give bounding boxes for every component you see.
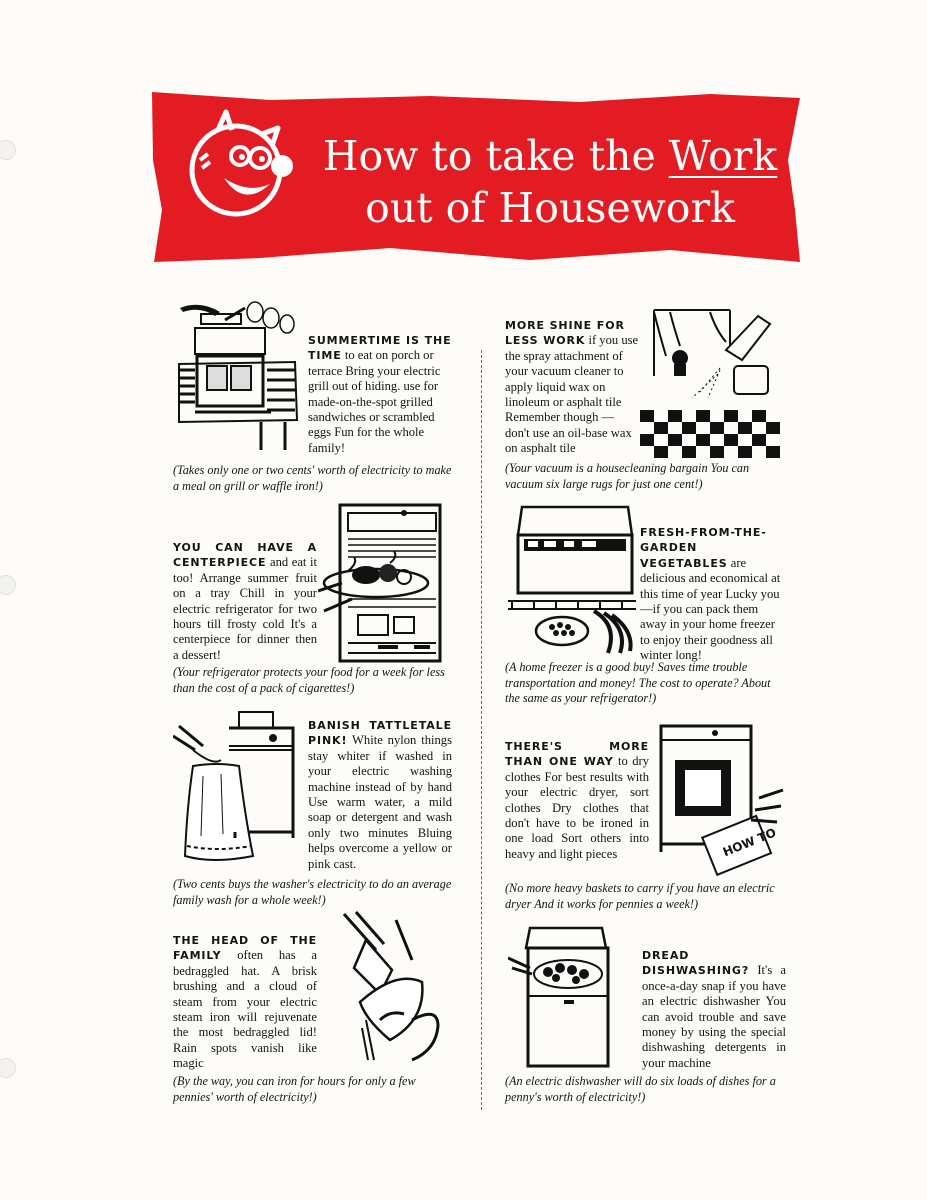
book-label: HOW TO <box>720 825 779 860</box>
dishes-heading: DREAD DISHWASHING? <box>642 949 750 978</box>
banner-title <box>320 130 780 234</box>
home-freezer-vegetables-illustration <box>508 505 638 657</box>
electric-dryer-illustration <box>655 722 785 877</box>
garden-text <box>640 525 785 664</box>
tattletale-body: White nylon things stay whiter if washed in your electric washing machine instead of by hand Use warm water, a mild soap or detergent and wash only two minutes Bluing helps overcome a yellow or pink cast. <box>308 733 452 871</box>
dishes-text <box>642 948 786 1071</box>
shine-text <box>505 318 639 457</box>
dishes-note: (An electric dishwasher will do six loads of dishes for a penny's worth of electricity!) <box>505 1074 776 1104</box>
centerpiece-text <box>173 540 317 663</box>
family-heading: THE HEAD OF THE FAMILY <box>173 934 317 963</box>
summer-body: to eat on porch or terrace Bring your electric grill out of hiding. use for made-on-the-spot grilled sandwiches or scrambled eggs Fun for the whole family! <box>308 348 441 455</box>
family-note: (By the way, you can iron for hours for only a few pennies' worth of electricity!) <box>173 1074 416 1104</box>
reddy-kilowatt-mascot-icon <box>178 108 298 228</box>
column-divider <box>481 350 482 1110</box>
electric-grill-illustration <box>175 300 305 452</box>
shine-heading: MORE SHINE FOR LESS WORK <box>505 319 625 348</box>
dryer-heading: THERE'S MORE THAN ONE WAY <box>505 740 649 769</box>
shine-note: (Your vacuum is a housecleaning bargain You can vacuum six large rugs for just one cent!) <box>505 461 750 491</box>
spray-wax-floor-illustration <box>640 306 785 458</box>
centerpiece-heading: YOU CAN HAVE A CENTERPIECE <box>173 541 317 570</box>
garden-heading: FRESH-FROM-THE-GARDEN VEGETABLES <box>640 526 767 570</box>
banner-title-line1: How to take the <box>322 132 669 180</box>
garden-body: are delicious and economical at this time of year Lucky you—if you can pack them away in your home freezer to enjoy their goodness all winter long! <box>640 555 781 663</box>
family-text <box>173 933 317 1072</box>
centerpiece-body: and eat it too! Arrange summer fruit on a tray Chill in your electric refrigerator for two hours till frosty cold It's a centerpiece for dinner then a dessert! <box>173 555 317 662</box>
centerpiece-note: (Your refrigerator protects your food for a week for less than the cost of a pack of cigarettes!) <box>173 665 445 695</box>
binder-hole <box>0 575 16 595</box>
garden-note: (A home freezer is a good buy! Saves time trouble transportation and money! The cost to operate? About the same as your refrigerator!) <box>505 660 771 705</box>
tattletale-note: (Two cents buys the washer's electricity to do an average family wash for a whole week!) <box>173 877 452 907</box>
dishes-body: It's a once-a-day snap if you have an electric dishwasher You can avoid trouble and save money by using the special dishwashing detergents in your machine <box>642 963 786 1070</box>
summer-note: (Takes only one or two cents' worth of electricity to make a meal on grill or waffle iron!) <box>173 463 452 493</box>
title-banner <box>150 90 802 265</box>
binder-hole <box>0 140 16 160</box>
binder-hole <box>0 1058 16 1078</box>
banner-title-line2: out of Housework <box>365 184 735 232</box>
summer-text <box>308 333 452 456</box>
tattletale-heading: BANISH TATTLETALE PINK! <box>308 719 452 748</box>
electric-dishwasher-illustration <box>508 922 638 1072</box>
shine-body: if you use the spray attachment of your vacuum cleaner to apply liquid wax on linoleum or asphalt tile Remember though — don't use an oil-base wax on asphalt tile <box>505 333 639 456</box>
dryer-note: (No more heavy baskets to carry if you have an electric dryer And it works for pennies a week!) <box>505 881 775 911</box>
family-body: often has a bedraggled hat. A brisk brushing and a cloud of steam from your electric steam iron will rejuvenate the most bedraggled lid! Rain spots vanish like magic <box>173 948 317 1071</box>
refrigerator-fruit-illustration <box>318 503 444 663</box>
washing-machine-illustration <box>173 706 301 866</box>
banner-title-emphasis: Work <box>668 132 778 180</box>
dryer-body: to dry clothes For best results with your electric dryer, sort clothes Dry clothes that don't have to be ironed in one load Sort others into heavy and light pieces <box>505 754 649 861</box>
tattletale-text <box>308 718 452 872</box>
steam-iron-hat-illustration <box>326 910 454 1064</box>
summer-heading: SUMMERTIME IS THE TIME <box>308 334 452 363</box>
dryer-text <box>505 739 649 862</box>
